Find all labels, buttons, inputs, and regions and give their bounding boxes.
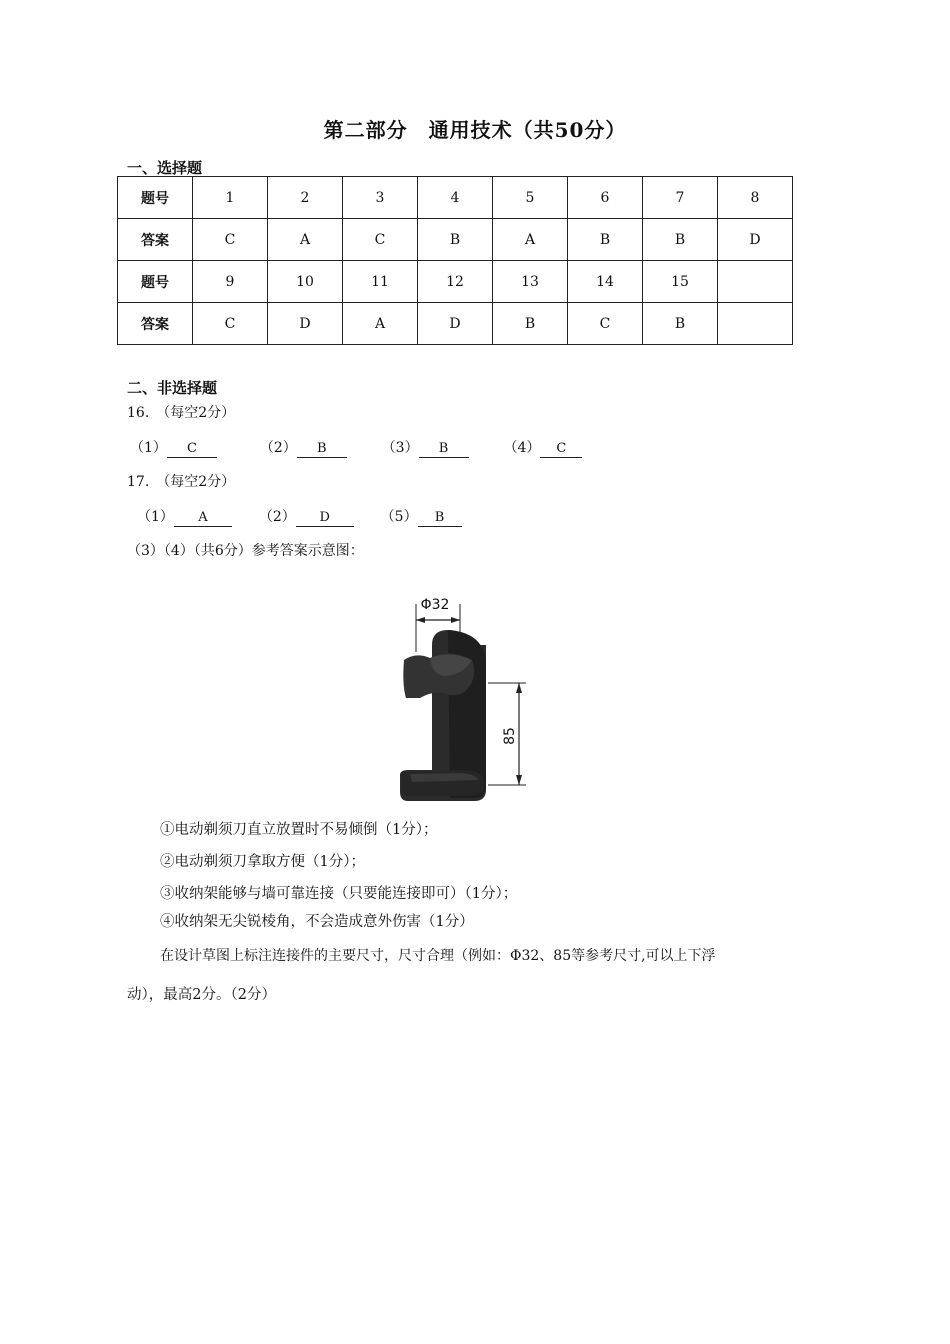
table-cell (718, 303, 793, 345)
note-line-1: 在设计草图上标注连接件的主要尺寸，尺寸合理（例如：Φ32、85等参考尺寸,可以上下浮 (160, 948, 716, 964)
table-cell: 5 (493, 177, 568, 219)
table-cell: 14 (568, 261, 643, 303)
q17-item-3-num: （5） (380, 509, 418, 525)
criteria-item: ③收纳架能够与墙可靠连接（只要能连接即可）（1分）； (160, 886, 518, 902)
table-cell: 8 (718, 177, 793, 219)
q17-item-2-num: （2） (258, 509, 296, 525)
q16-item-1-answer: C (167, 441, 217, 458)
answer-table (117, 176, 793, 345)
table-cell: 9 (193, 261, 268, 303)
q16-item-3-num: （3） (381, 440, 419, 456)
arrowhead-icon (451, 617, 460, 623)
q17-item-2-answer: D (296, 510, 354, 527)
q16-item-1-num: （1） (130, 440, 167, 456)
page-title: 第二部分 通用技术（共50分） (323, 118, 627, 142)
criteria-item: ②电动剃须刀拿取方便（1分）； (160, 854, 365, 870)
table-cell: 10 (268, 261, 343, 303)
table-cell: 11 (343, 261, 418, 303)
table-cell: B (418, 219, 493, 261)
table-cell: A (343, 303, 418, 345)
table-row (118, 261, 793, 303)
q17-item-1-answer: A (174, 510, 232, 527)
arrowhead-icon (516, 775, 522, 785)
table-cell: D (718, 219, 793, 261)
table-cell: D (418, 303, 493, 345)
table-cell: 7 (643, 177, 718, 219)
table-cell: C (343, 219, 418, 261)
table-cell: B (643, 303, 718, 345)
table-cell: 答案 (118, 219, 193, 261)
q17-item-3-answer: B (418, 510, 462, 527)
arrowhead-icon (516, 683, 522, 693)
table-cell: B (493, 303, 568, 345)
q16-answers (130, 437, 582, 458)
table-cell: 3 (343, 177, 418, 219)
table-cell: 15 (643, 261, 718, 303)
table-cell: 4 (418, 177, 493, 219)
table-cell: B (568, 219, 643, 261)
table-row (118, 303, 793, 345)
table-cell: B (643, 219, 718, 261)
table-row (118, 177, 793, 219)
table-cell: 答案 (118, 303, 193, 345)
q16-item-2-num: （2） (259, 440, 297, 456)
table-cell: 题号 (118, 177, 193, 219)
table-cell: 题号 (118, 261, 193, 303)
diameter-dimension-label: Φ32 (420, 597, 450, 613)
table-row (118, 219, 793, 261)
table-cell: A (268, 219, 343, 261)
q17-answers (137, 506, 462, 527)
q17-label: 17. （每空2分） (127, 474, 236, 490)
table-cell: 13 (493, 261, 568, 303)
q17-item-1-num: （1） (137, 509, 174, 525)
section-1-heading: 一、选择题 (127, 159, 203, 177)
shaver-holder-figure (390, 590, 540, 805)
table-cell: 2 (268, 177, 343, 219)
section-2-heading: 二、非选择题 (127, 379, 218, 397)
q16-item-4-num: （4） (503, 440, 541, 456)
note-line-2: 动），最高2分。（2分） (127, 987, 276, 1003)
table-cell: C (568, 303, 643, 345)
q16-item-2-answer: B (297, 441, 347, 458)
table-cell: A (493, 219, 568, 261)
table-cell: 12 (418, 261, 493, 303)
table-cell (718, 261, 793, 303)
q16-item-4-answer: C (540, 441, 582, 458)
table-cell: 6 (568, 177, 643, 219)
q16-item-3-answer: B (419, 441, 469, 458)
table-cell: C (193, 303, 268, 345)
table-cell: 1 (193, 177, 268, 219)
table-cell: D (268, 303, 343, 345)
q16-label: 16. （每空2分） (127, 405, 236, 421)
table-cell: C (193, 219, 268, 261)
criteria-item: ①电动剃须刀直立放置时不易倾倒（1分）； (160, 822, 438, 838)
criteria-item: ④收纳架无尖锐棱角，不会造成意外伤害（1分） (160, 914, 474, 930)
q17-reference-line: （3）（4）（共6分）参考答案示意图： (127, 543, 364, 559)
height-dimension-label: 85 (502, 727, 518, 745)
arrowhead-icon (416, 617, 425, 623)
